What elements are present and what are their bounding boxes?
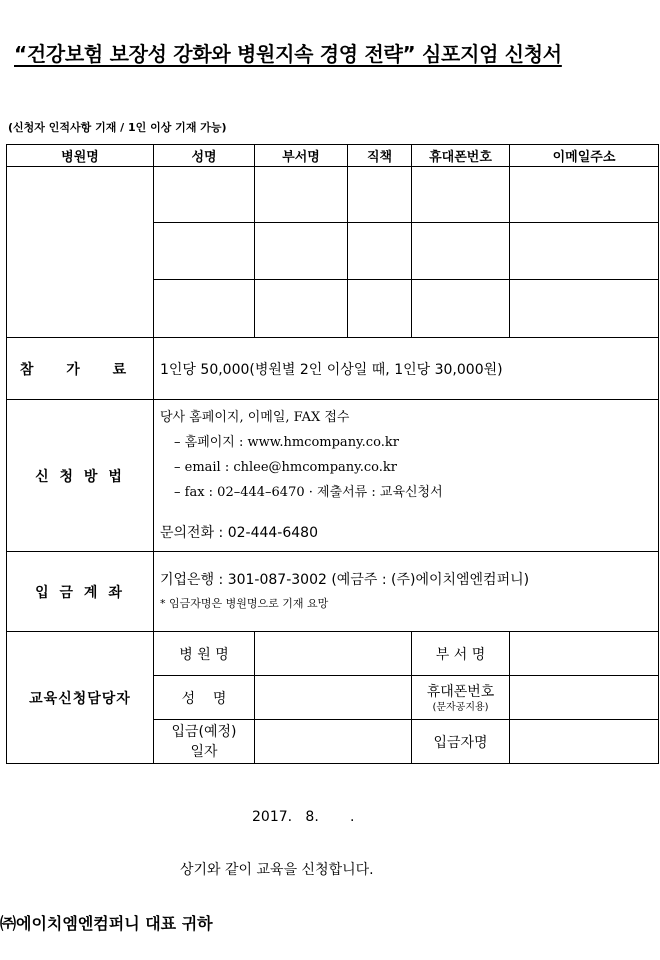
applicant-name-cell[interactable]: [154, 167, 255, 223]
method-details: [154, 400, 659, 552]
bank-details: [154, 552, 659, 632]
fee-value: 1인당 50,000(병원별 2인 이상일 때, 1인당 30,000원): [154, 338, 659, 400]
applicant-department-cell[interactable]: [255, 223, 348, 280]
fee-row: [7, 338, 659, 400]
addressee: ㈜에이치엠엔컴퍼니 대표 귀하: [0, 914, 213, 933]
contact-name-value[interactable]: [255, 676, 412, 720]
header-name: 성명: [154, 145, 255, 167]
contact-depositor-label: 입금자명: [412, 720, 510, 764]
applicant-mobile-cell[interactable]: [412, 223, 510, 280]
application-date: 2017. 8. .: [252, 809, 355, 825]
bank-account: 기업은행 : 301-087-3002 (예금주 : (주)에이치엠엔컴퍼니): [160, 571, 530, 588]
bank-note: * 임금자명은 병원명으로 기재 요망: [160, 596, 329, 610]
applicant-email-cell[interactable]: [510, 167, 659, 223]
applicant-name-cell[interactable]: [154, 223, 255, 280]
contact-hospital-value[interactable]: [255, 632, 412, 676]
method-row: [7, 400, 659, 552]
contact-deposit-date-label: [154, 720, 255, 764]
contact-department-value[interactable]: [510, 632, 659, 676]
header-row: [7, 145, 659, 167]
contact-name-label: 성 명: [154, 676, 255, 720]
applicant-mobile-cell[interactable]: [412, 280, 510, 338]
instruction-note: (신청자 인적사항 기재 / 1인 이상 기재 가능): [8, 121, 227, 134]
method-homepage: – 홈페이지 : www.hmcompany.co.kr: [174, 435, 399, 450]
deposit-date-line1: 입금(예정): [171, 723, 237, 740]
method-phone: 문의전화 : 02-444-6480: [160, 525, 318, 541]
applicant-row: [7, 167, 659, 223]
contact-mobile-sub: (문자공지용): [432, 701, 489, 713]
contact-depositor-value[interactable]: [510, 720, 659, 764]
contact-department-label: 부 서 명: [412, 632, 510, 676]
applicant-mobile-cell[interactable]: [412, 167, 510, 223]
applicant-department-cell[interactable]: [255, 167, 348, 223]
fee-label: 참 가 료: [7, 338, 154, 400]
applicant-position-cell[interactable]: [348, 167, 412, 223]
application-table: [6, 144, 659, 764]
applicant-department-cell[interactable]: [255, 280, 348, 338]
applicant-email-cell[interactable]: [510, 223, 659, 280]
header-hospital: 병원명: [7, 145, 154, 167]
header-department: 부서명: [255, 145, 348, 167]
deposit-date-line2: 일자: [190, 743, 218, 760]
method-fax: – fax : 02–444–6470 · 제출서류 : 교육신청서: [174, 485, 443, 500]
contact-hospital-label: 병 원 명: [154, 632, 255, 676]
contact-mobile-value[interactable]: [510, 676, 659, 720]
applicant-name-cell[interactable]: [154, 280, 255, 338]
applicant-position-cell[interactable]: [348, 223, 412, 280]
header-position: 직책: [348, 145, 412, 167]
confirmation-text: 상기와 같이 교육을 신청합니다.: [180, 862, 374, 878]
contact-label: 교육신청담당자: [7, 632, 154, 764]
header-mobile: 휴대폰번호: [412, 145, 510, 167]
contact-deposit-date-value[interactable]: [255, 720, 412, 764]
form-title: “건강보험 보장성 강화와 병원지속 경영 전략” 심포지엄 신청서: [14, 42, 562, 66]
hospital-name-cell[interactable]: [7, 167, 154, 338]
contact-mobile-label: [412, 676, 510, 720]
method-label: 신 청 방 법: [7, 400, 154, 552]
method-email: – email : chlee@hmcompany.co.kr: [174, 460, 397, 475]
applicant-position-cell[interactable]: [348, 280, 412, 338]
applicant-email-cell[interactable]: [510, 280, 659, 338]
method-intro: 당사 홈페이지, 이메일, FAX 접수: [160, 410, 350, 425]
bank-label: 입 금 계 좌: [7, 552, 154, 632]
bank-row: [7, 552, 659, 632]
contact-row-1: [7, 632, 659, 676]
contact-mobile-text: 휴대폰번호: [426, 683, 495, 700]
header-email: 이메일주소: [510, 145, 659, 167]
